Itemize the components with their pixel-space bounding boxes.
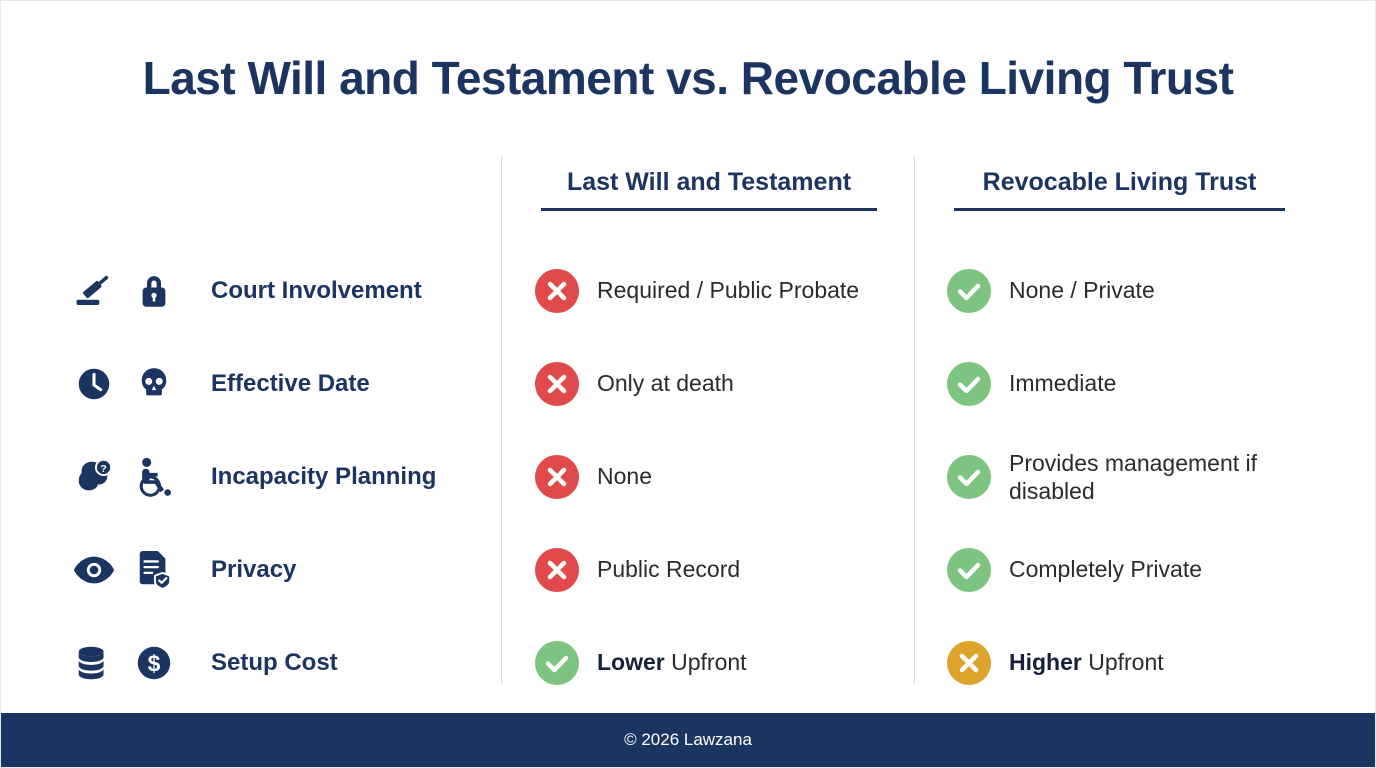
footer xyxy=(1,713,1375,767)
gavel-icon xyxy=(71,268,117,314)
footer-copyright: © 2026 Lawzana xyxy=(624,730,752,749)
table-row xyxy=(61,430,1317,523)
header-underline xyxy=(954,208,1286,211)
brain-question-icon xyxy=(71,454,117,500)
cell-trust xyxy=(947,641,1317,685)
comparison-grid xyxy=(61,156,1317,686)
header-underline xyxy=(541,208,877,211)
column-header-will-label: Last Will and Testament xyxy=(566,168,852,196)
eye-icon xyxy=(71,547,117,593)
cell-will-text: Public Record xyxy=(597,556,741,583)
cell-will xyxy=(535,362,905,406)
status-badge-cross xyxy=(535,548,579,592)
column-header-will xyxy=(509,168,909,211)
cell-will-emphasis: Lower xyxy=(597,649,665,676)
row-icons xyxy=(71,454,201,500)
table-row xyxy=(61,616,1317,709)
cell-trust-emphasis: Higher xyxy=(1009,649,1082,676)
cell-will xyxy=(535,548,905,592)
skull-icon xyxy=(131,361,177,407)
cell-will-text: Required / Public Probate xyxy=(597,277,860,304)
cell-will xyxy=(535,455,905,499)
cell-will-text: Only at death xyxy=(597,370,734,397)
cell-trust xyxy=(947,362,1317,406)
column-header-trust xyxy=(922,168,1317,211)
table-row xyxy=(61,523,1317,616)
status-badge-cross xyxy=(535,362,579,406)
status-badge-check xyxy=(947,269,991,313)
cell-trust-text: Immediate xyxy=(1009,370,1117,397)
cell-will-text xyxy=(597,648,747,676)
row-label: Incapacity Planning xyxy=(211,462,437,490)
svg-text:?: ? xyxy=(100,462,107,475)
row-icons xyxy=(71,361,201,407)
svg-text:$: $ xyxy=(147,650,161,677)
table-row xyxy=(61,244,1317,337)
coins-icon xyxy=(71,640,117,686)
column-header-trust-label: Revocable Living Trust xyxy=(982,168,1257,196)
status-badge-check xyxy=(947,548,991,592)
row-icons xyxy=(71,268,201,314)
row-label: Setup Cost xyxy=(211,648,338,676)
status-badge-cross xyxy=(535,269,579,313)
cell-trust xyxy=(947,269,1317,313)
row-label: Court Involvement xyxy=(211,276,422,304)
table-row xyxy=(61,337,1317,430)
row-icons xyxy=(71,640,201,686)
cell-trust-text: None / Private xyxy=(1009,277,1155,304)
cell-trust xyxy=(947,548,1317,592)
status-badge-check xyxy=(947,362,991,406)
dollar-coin-icon xyxy=(131,640,177,686)
status-badge-cross xyxy=(535,455,579,499)
cell-will-text-rest: Upfront xyxy=(671,649,747,676)
row-icons xyxy=(71,547,201,593)
page-title: Last Will and Testament vs. Revocable Living Trust xyxy=(142,52,1234,104)
cell-trust-text: Provides management if disabled xyxy=(1009,449,1258,504)
cell-trust xyxy=(947,448,1317,504)
cell-will-text: None xyxy=(597,463,652,490)
cell-trust-text-rest: Upfront xyxy=(1088,649,1164,676)
status-badge-check xyxy=(947,455,991,499)
clock-icon xyxy=(71,361,117,407)
status-badge-warning xyxy=(947,641,991,685)
cell-will xyxy=(535,269,905,313)
cell-trust-text: Completely Private xyxy=(1009,556,1203,583)
row-label: Privacy xyxy=(211,555,297,583)
document-shield-icon xyxy=(131,547,177,593)
row-label: Effective Date xyxy=(211,369,370,397)
lock-icon xyxy=(131,268,177,314)
cell-will xyxy=(535,641,905,685)
wheelchair-icon xyxy=(131,454,177,500)
cell-trust-text xyxy=(1009,648,1164,676)
status-badge-check xyxy=(535,641,579,685)
